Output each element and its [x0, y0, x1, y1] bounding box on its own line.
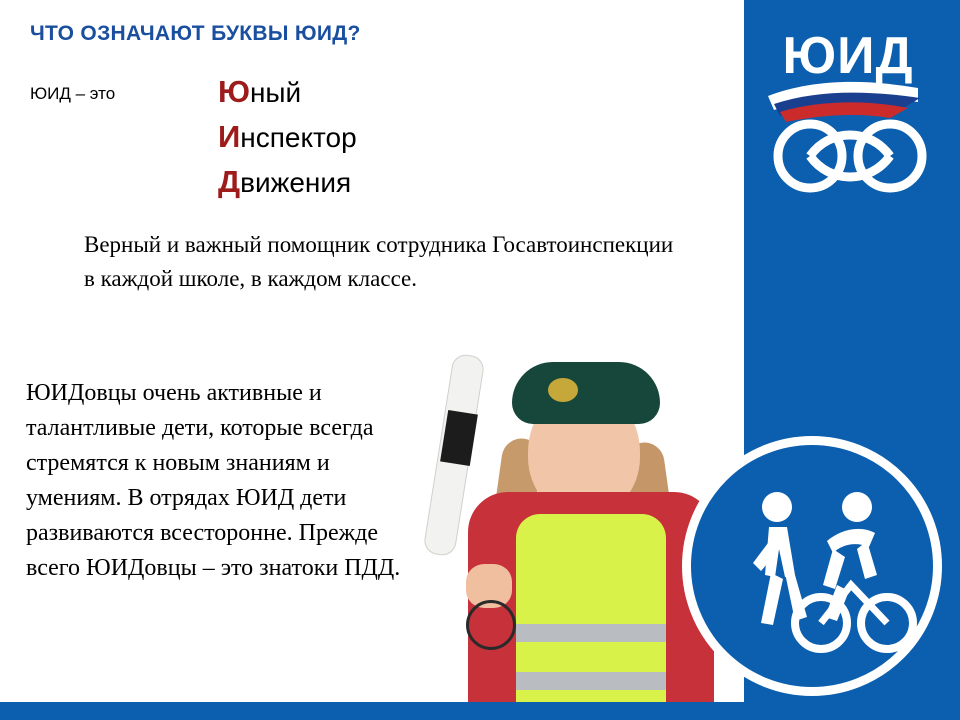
page-title: ЧТО ОЗНАЧАЮТ БУКВЫ ЮИД? [30, 22, 361, 45]
abbreviation-intro-text: ЮИД – это [30, 84, 116, 103]
bottom-blue-strip [0, 702, 744, 720]
expansion-row [218, 160, 357, 205]
body-paragraph-second: ЮИДовцы очень активные и талантливые дети, которые всегда стремятся к новым знаниям и умениям. В отрядах ЮИД дети развиваются всесторонне. Прежде всего ЮИДовцы – это знатоки ПДД. [26, 380, 401, 581]
expansion-capital-letter: Д [218, 164, 241, 199]
expansion-capital-letter: И [218, 119, 241, 154]
baton-cord [466, 600, 516, 650]
vest-reflective-stripe [516, 624, 666, 642]
beret-badge-icon [548, 378, 578, 402]
pedestrian-cyclist-icon [691, 445, 933, 687]
expansion-row [218, 115, 357, 160]
expansion-word-rest: ный [249, 77, 302, 108]
vest-reflective-stripe [516, 672, 666, 690]
body-paragraph-first: Верный и важный помощник сотрудника Госавтоинспекции в каждой школе, в каждом классе. [84, 232, 674, 291]
traffic-baton-band [440, 410, 478, 466]
expansion-capital-letter: Ю [218, 74, 250, 109]
yuid-logo [750, 18, 946, 198]
abbreviation-expansion [218, 70, 357, 205]
yuid-logo-text: ЮИД [782, 27, 914, 85]
expansion-row [218, 70, 357, 115]
expansion-word-rest: вижения [240, 167, 352, 198]
road-sign-badge [682, 436, 942, 696]
expansion-word-rest: нспектор [240, 122, 357, 153]
beret-hat [512, 362, 660, 424]
